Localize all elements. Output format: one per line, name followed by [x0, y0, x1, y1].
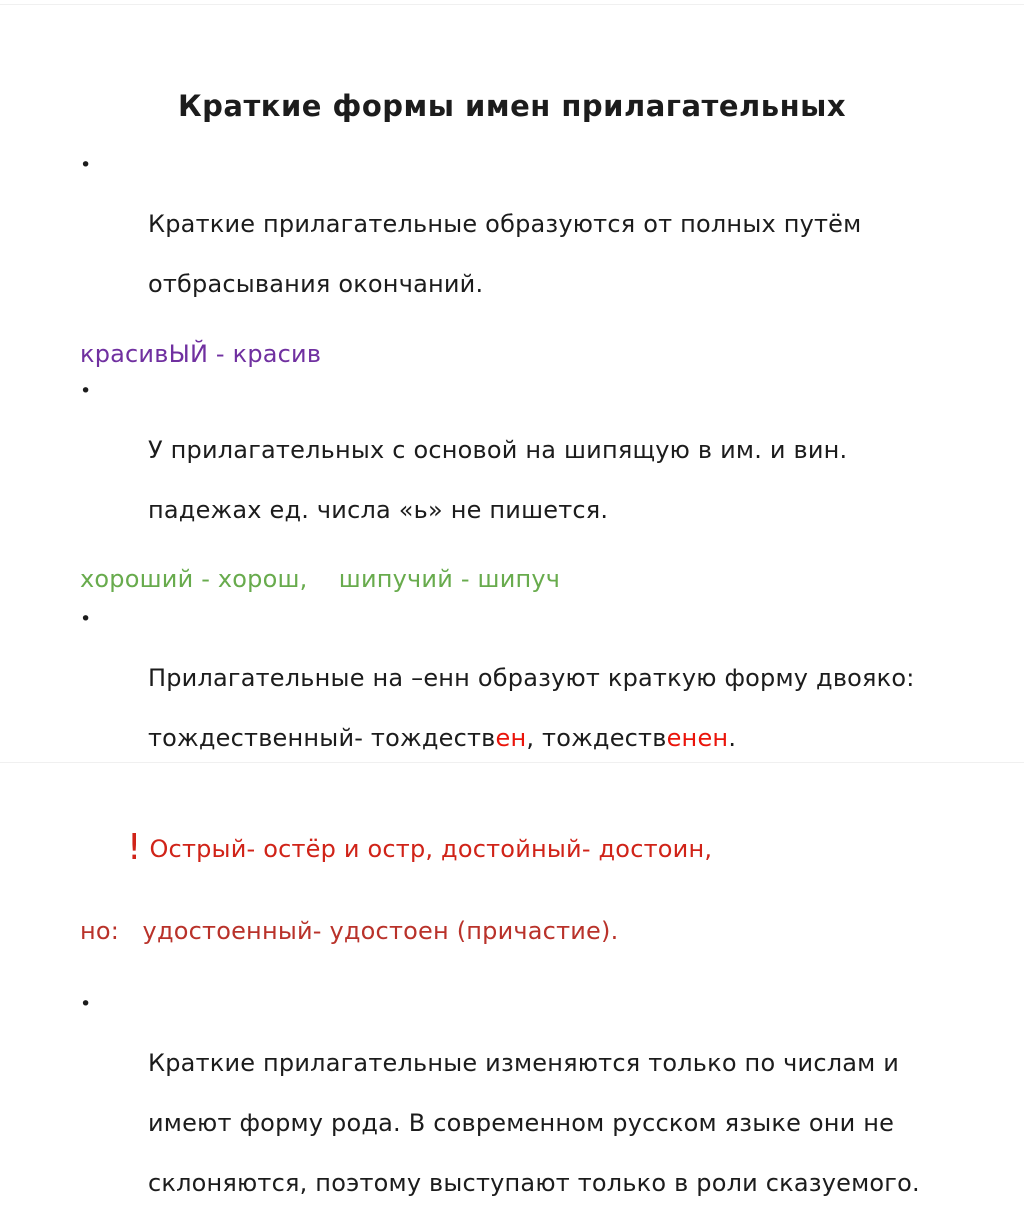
formation-line-1: Краткие прилагательные образуются от полных путём: [147, 210, 862, 238]
warning-line-ostryj: [80, 795, 976, 903]
usage-line-2: имеют форму рода. В современном русском языке они не: [147, 1109, 895, 1137]
bullet-paragraph-sibilant: [80, 375, 976, 555]
warning-text: Острый- остёр и остр, достойный- достоин,: [141, 835, 713, 863]
bullet-marker: •: [80, 380, 92, 402]
enn-line-2-black-1: тождественный- тождеств: [147, 724, 496, 752]
sibilant-line-1: У прилагательных с основой на шипящую в им. и вин.: [147, 436, 848, 464]
example-green-horoshij: хороший - хорош, шипучий - шипуч: [80, 565, 561, 593]
enn-line-1: Прилагательные на –енн образуют краткую форму двояко:: [147, 664, 915, 692]
bullet-paragraph-formation: [80, 149, 976, 329]
exclamation-mark: !: [126, 827, 142, 868]
enn-line-2-black-2: , тождеств: [526, 724, 667, 752]
slide-title: Краткие формы имен прилагательных: [177, 89, 847, 123]
enn-suffix-red-2: енен: [666, 724, 729, 752]
enn-suffix-red-1: ен: [495, 724, 527, 752]
slide-content: [0, 149, 1024, 1228]
slide-top-border: [0, 4, 1024, 5]
warning-line-udostoennyj: но: удостоенный- удостоен (причастие).: [80, 917, 619, 945]
enn-line-2-period: .: [728, 724, 737, 752]
usage-line-1: Краткие прилагательные изменяются только по числам и: [147, 1049, 900, 1077]
bullet-marker: •: [80, 993, 92, 1015]
sibilant-line-2: падежах ед. числа «ь» не пишется.: [147, 496, 609, 524]
bullet-marker: •: [80, 154, 92, 176]
bullet-paragraph-enn: [80, 603, 976, 783]
slide-bottom-border: [0, 762, 1024, 763]
example-purple-krasiv: красивЫЙ - красив: [80, 340, 322, 368]
usage-line-3: склоняются, поэтому выступают только в роли сказуемого.: [147, 1169, 920, 1197]
formation-line-2: отбрасывания окончаний.: [147, 270, 484, 298]
bullet-paragraph-usage: [80, 988, 976, 1228]
bullet-marker: •: [80, 608, 92, 630]
